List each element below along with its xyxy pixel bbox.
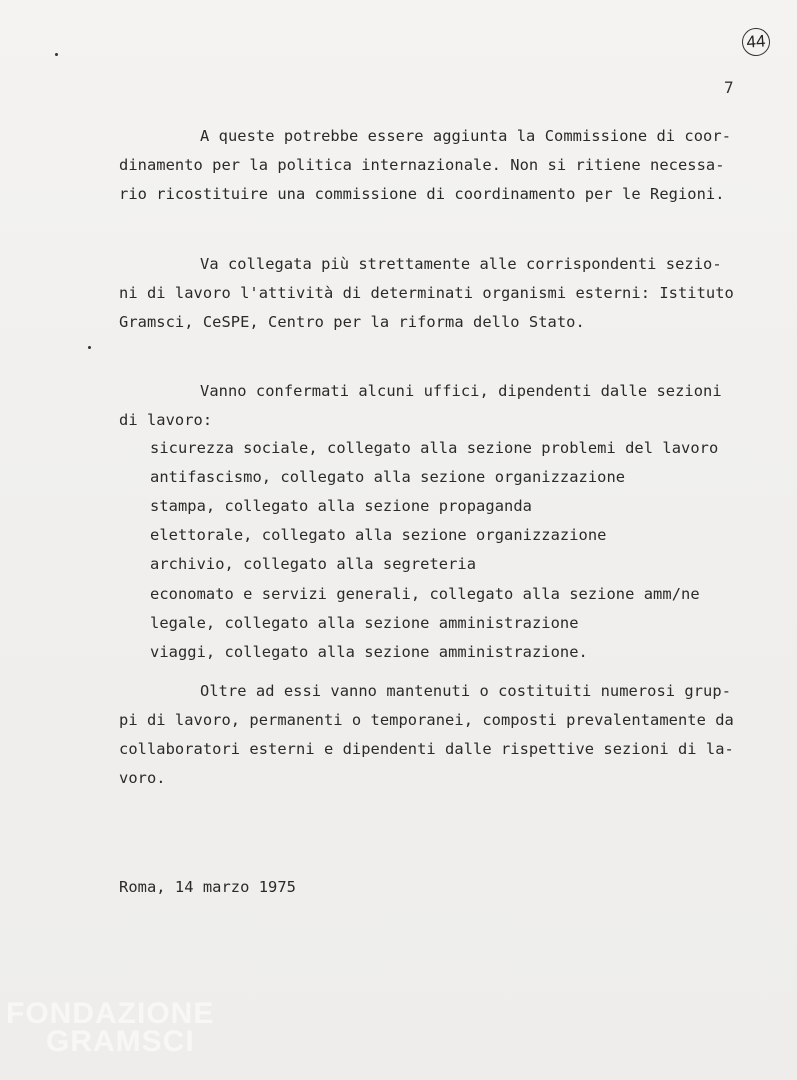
paragraph-4-line-2: pi di lavoro, permanenti o temporanei, composti prevalentamente da: [119, 711, 734, 729]
paragraph-4-line-4: voro.: [119, 769, 166, 787]
folio-stamp: 44: [741, 27, 771, 57]
paragraph-2-line-1: Va collegata più strettamente alle corrispondenti sezio-: [200, 255, 722, 273]
list-item: viaggi, collegato alla sezione amministrazione.: [150, 643, 588, 661]
paragraph-2-line-2: ni di lavoro l'attività di determinati organismi esterni: Istituto: [119, 284, 734, 302]
closing-date: Roma, 14 marzo 1975: [119, 878, 297, 896]
archive-watermark: [6, 997, 215, 1058]
paragraph-1-line-3: rio ricostituire una commissione di coordinamento per le Regioni.: [119, 185, 725, 203]
list-item: antifascismo, collegato alla sezione organizzazione: [150, 468, 626, 486]
paragraph-1-line-1: A queste potrebbe essere aggiunta la Commissione di coor-: [200, 127, 732, 145]
list-item: archivio, collegato alla segreteria: [150, 555, 477, 573]
paragraph-4-line-3: collaboratori esterni e dipendenti dalle rispettive sezioni di la-: [119, 740, 734, 758]
paragraph-3-line-1: Vanno confermati alcuni uffici, dipendenti dalle sezioni: [200, 382, 722, 400]
list-item: elettorale, collegato alla sezione organizzazione: [150, 526, 607, 544]
paragraph-1-line-2: dinamento per la politica internazionale. Non si ritiene necessa-: [119, 156, 725, 174]
list-item: economato e servizi generali, collegato alla sezione amm/ne: [150, 585, 700, 603]
list-item: sicurezza sociale, collegato alla sezione problemi del lavoro: [150, 439, 719, 457]
list-item: legale, collegato alla sezione amministrazione: [150, 614, 579, 632]
scan-speck: [88, 346, 91, 349]
paragraph-2-line-3: Gramsci, CeSPE, Centro per la riforma dello Stato.: [119, 313, 585, 331]
page-number: 7: [724, 78, 734, 97]
scan-speck: [55, 53, 58, 56]
list-item: stampa, collegato alla sezione propaganda: [150, 497, 532, 515]
paragraph-3-line-2: di lavoro:: [119, 411, 213, 429]
watermark-line-1: FONDAZIONE: [6, 997, 215, 1030]
watermark-line-2: GRAMSCI: [46, 1025, 195, 1058]
paragraph-4-line-1: Oltre ad essi vanno mantenuti o costituiti numerosi grup-: [200, 682, 732, 700]
